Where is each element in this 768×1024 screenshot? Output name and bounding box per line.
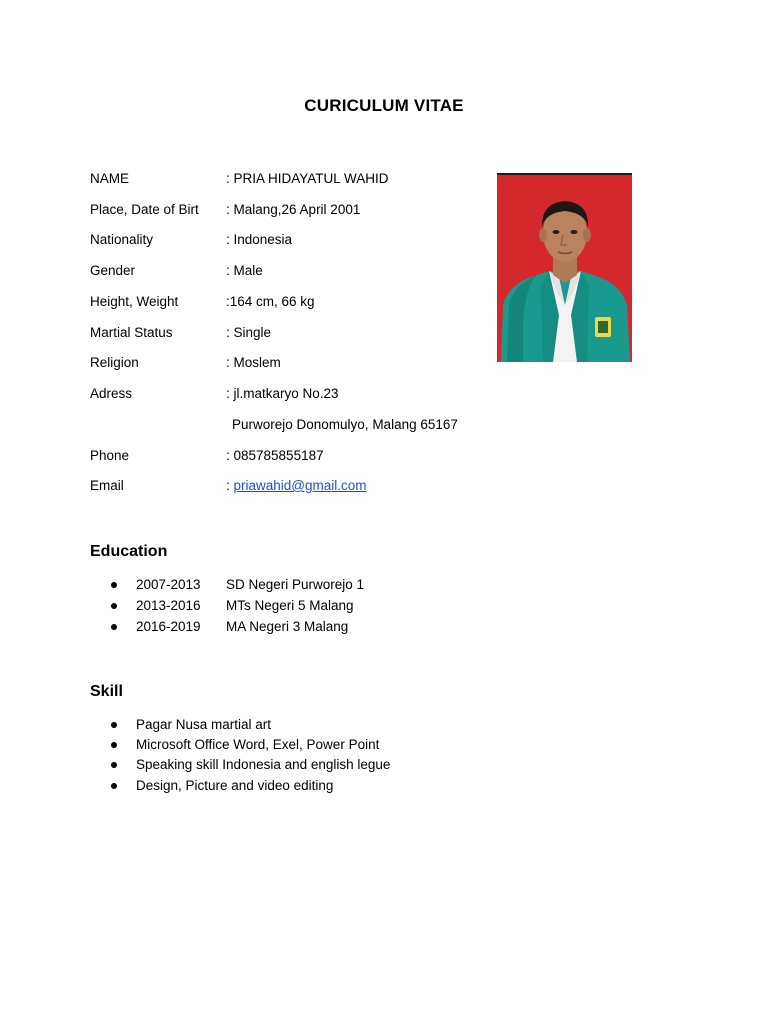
skill-text: Pagar Nusa martial art <box>136 717 272 732</box>
info-row-gender <box>90 262 510 282</box>
info-value: : Male <box>226 263 263 278</box>
info-value: : Moslem <box>226 355 281 370</box>
info-label: Email <box>90 478 124 493</box>
info-value <box>226 477 367 495</box>
info-label: Adress <box>90 386 133 401</box>
education-item <box>90 576 490 596</box>
info-label: Martial Status <box>90 325 173 340</box>
info-row-address <box>90 385 510 405</box>
bullet-icon <box>111 722 117 728</box>
skill-item <box>90 716 490 736</box>
portrait-illustration <box>497 175 632 362</box>
info-value: : PRIA HIDAYATUL WAHID <box>226 171 389 186</box>
info-row-marital-status <box>90 324 510 344</box>
education-school: SD Negeri Purworejo 1 <box>226 577 365 592</box>
education-school: MA Negeri 3 Malang <box>226 619 349 634</box>
skill-text: Microsoft Office Word, Exel, Power Point <box>136 737 380 752</box>
info-row-name <box>90 170 510 190</box>
info-value: : jl.matkaryo No.23 <box>226 386 339 401</box>
info-row-height-weight <box>90 293 510 313</box>
info-row-birth <box>90 201 510 221</box>
info-value: : Indonesia <box>226 232 293 247</box>
skill-item <box>90 736 490 756</box>
bullet-icon <box>111 582 117 588</box>
skill-heading: Skill <box>90 683 123 700</box>
info-value: Purworejo Donomulyo, Malang 65167 <box>232 417 458 432</box>
bullet-icon <box>111 762 117 768</box>
education-years: 2016-2019 <box>136 619 201 634</box>
info-value: : Single <box>226 325 272 340</box>
info-label: Phone <box>90 448 130 463</box>
email-prefix: : <box>226 478 234 493</box>
skill-text: Design, Picture and video editing <box>136 778 334 793</box>
info-label: Place, Date of Birt <box>90 202 199 217</box>
info-row-email <box>90 477 510 497</box>
education-years: 2007-2013 <box>136 577 201 592</box>
skill-item <box>90 777 490 797</box>
bullet-icon <box>111 783 117 789</box>
education-heading: Education <box>90 543 168 560</box>
info-row-phone <box>90 447 510 467</box>
education-years: 2013-2016 <box>136 598 201 613</box>
bullet-icon <box>111 603 117 609</box>
bullet-icon <box>111 742 117 748</box>
education-school: MTs Negeri 5 Malang <box>226 598 354 613</box>
info-row-religion <box>90 354 510 374</box>
profile-photo <box>497 173 632 362</box>
skill-text: Speaking skill Indonesia and english legue <box>136 757 391 772</box>
info-value: :164 cm, 66 kg <box>226 294 315 309</box>
education-item <box>90 618 490 638</box>
info-label: Height, Weight <box>90 294 179 309</box>
info-row-nationality <box>90 231 510 251</box>
bullet-icon <box>111 624 117 630</box>
info-value: : 085785855187 <box>226 448 324 463</box>
info-label: Nationality <box>90 232 154 247</box>
education-item <box>90 597 490 617</box>
email-link[interactable]: priawahid@gmail.com <box>233 478 367 493</box>
info-row-address-line2 <box>90 416 510 436</box>
info-label: NAME <box>90 171 130 186</box>
info-value: : Malang,26 April 2001 <box>226 202 361 217</box>
info-label: Gender <box>90 263 136 278</box>
skill-item <box>90 756 490 776</box>
info-label: Religion <box>90 355 139 370</box>
document-title: CURICULUM VITAE <box>304 96 464 115</box>
